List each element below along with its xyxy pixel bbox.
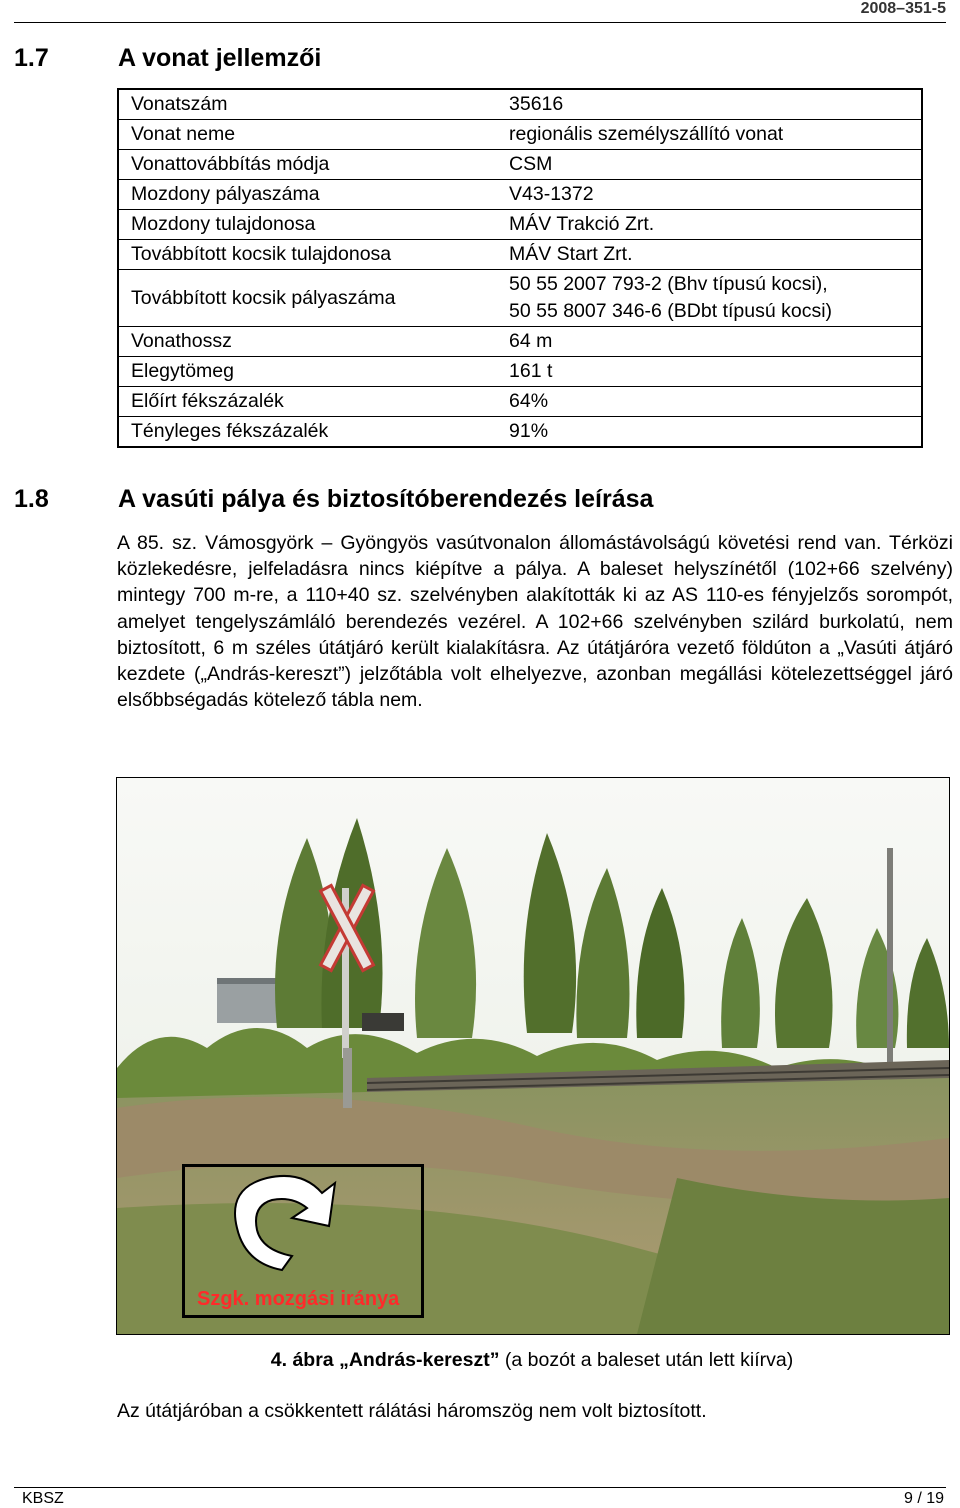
section-title: A vasúti pálya és biztosítóberendezés leírása bbox=[118, 485, 654, 513]
section-heading-1-7 bbox=[14, 44, 321, 73]
row-key: Vonat neme bbox=[118, 120, 499, 150]
row-value-line-1: 50 55 2007 793-2 (Bhv típusú kocsi), bbox=[509, 273, 828, 295]
row-value-line-2: 50 55 8007 346-6 (BDbt típusú kocsi) bbox=[509, 300, 833, 322]
table-row bbox=[118, 89, 922, 120]
row-value: V43-1372 bbox=[499, 180, 922, 210]
figure-caption-bold: 4. ábra „András-kereszt” bbox=[270, 1349, 500, 1371]
row-key: Mozdony tulajdonosa bbox=[118, 210, 499, 240]
table-row bbox=[118, 150, 922, 180]
footer-org: KBSZ bbox=[22, 1490, 64, 1507]
row-key: Mozdony pályaszáma bbox=[118, 180, 499, 210]
track-description-paragraph: A 85. sz. Vámosgyörk – Gyöngyös vasútvonalon állomástávolságú követési rend van. Térközi közlekedésre, jelfeladásra nincs kiépítve a pálya. A baleset helyszínétől (102+66 szelvény) mintegy 700 m-re, a 110+40 sz. szelvényben alakították ki az AS 110-es fényjelzős sorompót, amelyet tengelyszámláló berendezés vezérel. A 102+66 szelvényben szilárd burkolatú, nem biztosított, 6 m széles útátjáró került kialakításra. Az útátjáróra vezető földúton a „Vasúti átjáró kezdete („András-kereszt”) jelzőtábla volt elhelyezve, azonban megállási kötelezettséggel járó elsőbbségadás kötelező tábla nem. bbox=[117, 532, 953, 712]
footer-rule bbox=[14, 1487, 946, 1488]
row-value bbox=[499, 270, 922, 327]
closing-sentence: Az útátjáróban a csökkentett rálátási háromszög nem volt biztosított. bbox=[117, 1400, 707, 1422]
row-key: Tényleges fékszázalék bbox=[131, 420, 329, 442]
row-value: CSM bbox=[499, 150, 922, 180]
table-row bbox=[118, 417, 922, 448]
row-key: Továbbított kocsik tulajdonosa bbox=[118, 240, 499, 270]
row-value: MÁV Trakció Zrt. bbox=[499, 210, 922, 240]
row-value: MÁV Start Zrt. bbox=[499, 240, 922, 270]
figure-photo bbox=[116, 777, 950, 1335]
train-properties-table bbox=[117, 88, 923, 448]
row-key: Vonattovábbítás módja bbox=[118, 150, 499, 180]
vehicle-direction-label: Szgk. mozgási iránya bbox=[197, 1288, 400, 1310]
table-row bbox=[118, 387, 922, 417]
row-value: 35616 bbox=[499, 89, 922, 120]
table-row bbox=[118, 210, 922, 240]
direction-label-box bbox=[182, 1164, 424, 1318]
row-key: Elegytömeg bbox=[118, 357, 499, 387]
row-key: Továbbított kocsik pályaszáma bbox=[118, 270, 499, 327]
document-number: 2008–351-5 bbox=[860, 0, 946, 17]
figure-caption-rest: (a bozót a baleset után lett kiírva) bbox=[499, 1349, 794, 1371]
page-number: 9 / 19 bbox=[903, 1490, 944, 1507]
row-value: regionális személyszállító vonat bbox=[499, 120, 922, 150]
table-row bbox=[118, 120, 922, 150]
section-number: 1.7 bbox=[14, 44, 49, 72]
section-heading-1-8 bbox=[14, 485, 653, 514]
row-key: Előírt fékszázalék bbox=[118, 387, 499, 417]
row-value: 91% bbox=[509, 420, 549, 442]
row-value: 64% bbox=[499, 387, 922, 417]
row-value: 64 m bbox=[499, 327, 922, 357]
row-value: 161 t bbox=[499, 357, 922, 387]
section-title: A vonat jellemzői bbox=[118, 44, 322, 72]
table-row bbox=[118, 240, 922, 270]
section-number: 1.8 bbox=[14, 485, 49, 513]
table-row bbox=[118, 270, 922, 327]
table-row bbox=[118, 180, 922, 210]
table-row bbox=[118, 357, 922, 387]
row-key: Vonathossz bbox=[118, 327, 499, 357]
table-row bbox=[118, 327, 922, 357]
figure-caption bbox=[116, 1349, 948, 1372]
header-rule bbox=[14, 22, 946, 23]
row-key: Vonatszám bbox=[118, 89, 499, 120]
